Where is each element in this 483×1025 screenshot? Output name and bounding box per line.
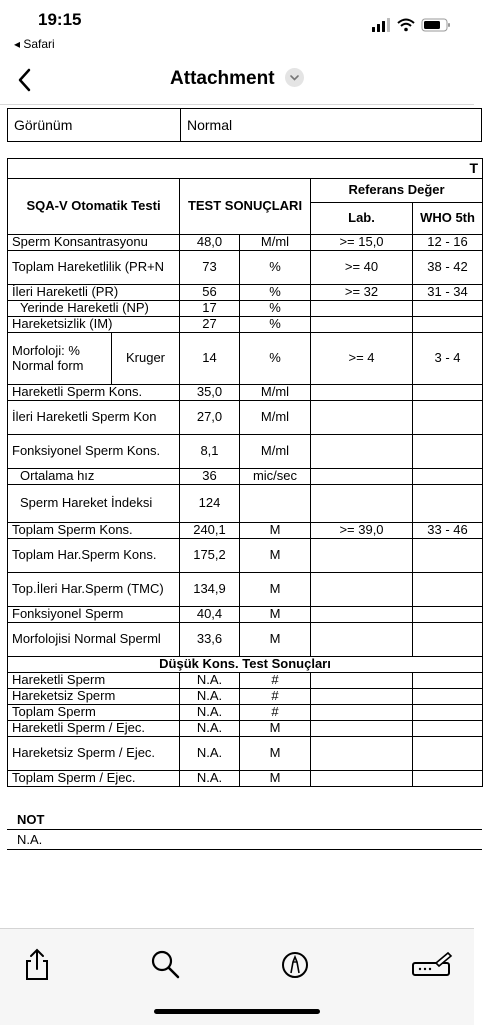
test-unit-cell [240, 485, 311, 523]
low-test-name-cell: Hareketsiz Sperm / Ejec. [8, 737, 180, 771]
test-unit-cell: M [240, 539, 311, 573]
reference-who-cell [413, 401, 483, 435]
table-row [8, 251, 483, 285]
document-view[interactable] [0, 104, 479, 928]
test-subname-cell: Kruger [112, 333, 180, 385]
reference-lab-cell [311, 607, 413, 623]
low-test-value-cell: N.A. [180, 721, 240, 737]
low-test-unit-cell: M [240, 737, 311, 771]
reference-who-cell [413, 317, 483, 333]
nav-title: Attachment [170, 68, 275, 89]
low-test-value-cell: N.A. [180, 705, 240, 721]
reference-lab-cell [311, 485, 413, 523]
test-name-cell: Toplam Hareketlilik (PR+N [8, 251, 180, 285]
gorunum-value: Normal [181, 109, 482, 142]
status-time: 19:15 [38, 10, 82, 29]
table-row [8, 689, 483, 705]
cellular-signal-icon [372, 18, 390, 32]
test-unit-cell: M/ml [240, 235, 311, 251]
empty-cell [413, 771, 483, 787]
reference-lab-cell: >= 15,0 [311, 235, 413, 251]
reference-who-cell: 31 - 34 [413, 285, 483, 301]
table-row [8, 705, 483, 721]
test-name-cell: Top.İleri Har.Sperm (TMC) [8, 573, 180, 607]
gorunum-label: Görünüm [8, 109, 181, 142]
reference-who-cell: 38 - 42 [413, 251, 483, 285]
test-unit-cell: M [240, 573, 311, 607]
reference-who-cell: 33 - 46 [413, 523, 483, 539]
reference-lab-cell [311, 401, 413, 435]
reference-lab-cell [311, 317, 413, 333]
table-row [8, 401, 483, 435]
table-row [8, 737, 483, 771]
test-name-cell: Toplam Sperm Kons. [8, 523, 180, 539]
header-lab: Lab. [311, 203, 413, 235]
table-row [8, 301, 483, 317]
test-value-cell: 73 [180, 251, 240, 285]
table-row [8, 317, 483, 333]
test-unit-cell: M [240, 623, 311, 657]
table-row [8, 385, 483, 401]
test-name-cell: İleri Hareketli Sperm Kon [8, 401, 180, 435]
reference-lab-cell: >= 32 [311, 285, 413, 301]
test-value-cell: 124 [180, 485, 240, 523]
empty-cell [413, 689, 483, 705]
table-row [8, 469, 483, 485]
test-name-cell: Sperm Hareket İndeksi [8, 485, 180, 523]
test-value-cell: 40,4 [180, 607, 240, 623]
test-name-cell: Morfolojisi Normal Sperml [8, 623, 180, 657]
reference-lab-cell [311, 435, 413, 469]
low-conc-header-row [8, 657, 483, 673]
table-row [8, 607, 483, 623]
signature-icon[interactable] [410, 947, 454, 983]
battery-icon [422, 19, 450, 31]
test-name-cell: Hareketli Sperm Kons. [8, 385, 180, 401]
empty-cell [413, 673, 483, 689]
test-name-cell: Yerinde Hareketli (NP) [8, 301, 180, 317]
table-row [8, 573, 483, 607]
note-section [7, 812, 482, 850]
reference-lab-cell [311, 623, 413, 657]
results-table [7, 158, 483, 787]
home-indicator [154, 1009, 320, 1014]
table-row [8, 485, 483, 523]
empty-cell [311, 721, 413, 737]
low-test-name-cell: Hareketli Sperm [8, 673, 180, 689]
test-value-cell: 36 [180, 469, 240, 485]
search-icon[interactable] [147, 947, 183, 983]
test-unit-cell: % [240, 251, 311, 285]
share-icon[interactable] [19, 947, 55, 983]
test-name-cell: Ortalama hız [8, 469, 180, 485]
test-name-cell: İleri Hareketli (PR) [8, 285, 180, 301]
table-row [8, 523, 483, 539]
table-row [8, 721, 483, 737]
test-name-cell: Toplam Har.Sperm Kons. [8, 539, 180, 573]
table-row [8, 623, 483, 657]
reference-who-cell [413, 301, 483, 317]
empty-cell [413, 705, 483, 721]
header-reference: Referans Değer [311, 179, 483, 203]
test-value-cell: 17 [180, 301, 240, 317]
low-test-value-cell: N.A. [180, 689, 240, 705]
test-value-cell: 175,2 [180, 539, 240, 573]
reference-who-cell [413, 539, 483, 573]
reference-lab-cell: >= 4 [311, 333, 413, 385]
empty-cell [311, 673, 413, 689]
reference-who-cell [413, 469, 483, 485]
table-row [8, 285, 483, 301]
test-unit-cell: M/ml [240, 435, 311, 469]
reference-lab-cell [311, 539, 413, 573]
test-value-cell: 35,0 [180, 385, 240, 401]
test-value-cell: 33,6 [180, 623, 240, 657]
header-who: WHO 5th [413, 203, 483, 235]
back-to-app-link[interactable]: ◂ Safari [14, 37, 55, 51]
reference-who-cell [413, 435, 483, 469]
wifi-icon [398, 20, 414, 32]
reference-who-cell [413, 385, 483, 401]
nav-title-area[interactable] [0, 68, 474, 90]
test-unit-cell: M [240, 607, 311, 623]
reference-who-cell: 12 - 16 [413, 235, 483, 251]
reference-who-cell [413, 623, 483, 657]
low-test-value-cell: N.A. [180, 771, 240, 787]
test-value-cell: 8,1 [180, 435, 240, 469]
note-label: NOT [17, 812, 45, 827]
reference-lab-cell [311, 301, 413, 317]
reference-who-cell [413, 485, 483, 523]
test-name-cell: Fonksiyonel Sperm [8, 607, 180, 623]
reference-lab-cell: >= 39,0 [311, 523, 413, 539]
reference-who-cell [413, 607, 483, 623]
test-name-cell: Hareketsizlik (IM) [8, 317, 180, 333]
note-value: N.A. [7, 829, 482, 850]
test-unit-cell: mic/sec [240, 469, 311, 485]
empty-cell [413, 737, 483, 771]
test-value-cell: 27,0 [180, 401, 240, 435]
empty-cell [413, 721, 483, 737]
test-value-cell: 56 [180, 285, 240, 301]
reference-lab-cell [311, 573, 413, 607]
low-test-unit-cell: M [240, 721, 311, 737]
test-unit-cell: % [240, 333, 311, 385]
empty-cell [311, 705, 413, 721]
low-test-unit-cell: # [240, 673, 311, 689]
test-value-cell: 27 [180, 317, 240, 333]
table-row [8, 539, 483, 573]
low-test-unit-cell: # [240, 689, 311, 705]
header-test-name: SQA-V Otomatik Testi [8, 179, 180, 235]
reference-who-cell: 3 - 4 [413, 333, 483, 385]
empty-cell [311, 689, 413, 705]
low-test-unit-cell: M [240, 771, 311, 787]
table-row [8, 235, 483, 251]
status-bar [0, 0, 474, 56]
test-value-cell: 240,1 [180, 523, 240, 539]
gorunum-table [7, 108, 482, 142]
test-value-cell: 134,9 [180, 573, 240, 607]
low-test-unit-cell: # [240, 705, 311, 721]
table-row [8, 771, 483, 787]
table-row [8, 435, 483, 469]
low-test-name-cell: Toplam Sperm [8, 705, 180, 721]
low-conc-header: Düşük Kons. Test Sonuçları [8, 657, 483, 673]
markup-icon[interactable] [277, 947, 313, 983]
test-unit-cell: M/ml [240, 401, 311, 435]
table-row [8, 673, 483, 689]
test-unit-cell: M [240, 523, 311, 539]
reference-lab-cell [311, 385, 413, 401]
table-row [8, 333, 483, 385]
low-test-name-cell: Hareketli Sperm / Ejec. [8, 721, 180, 737]
header-test-results: TEST SONUÇLARI [180, 179, 311, 235]
low-test-name-cell: Toplam Sperm / Ejec. [8, 771, 180, 787]
test-unit-cell: % [240, 317, 311, 333]
table-partial-title: T [8, 159, 483, 179]
chevron-down-icon[interactable] [285, 68, 304, 87]
test-name-cell: Sperm Konsantrasyonu [8, 235, 180, 251]
reference-who-cell [413, 573, 483, 607]
low-test-value-cell: N.A. [180, 673, 240, 689]
low-test-name-cell: Hareketsiz Sperm [8, 689, 180, 705]
test-unit-cell: % [240, 285, 311, 301]
navigation-bar [0, 56, 474, 105]
low-test-value-cell: N.A. [180, 737, 240, 771]
reference-lab-cell: >= 40 [311, 251, 413, 285]
test-unit-cell: M/ml [240, 385, 311, 401]
empty-cell [311, 737, 413, 771]
test-value-cell: 14 [180, 333, 240, 385]
test-value-cell: 48,0 [180, 235, 240, 251]
test-unit-cell: % [240, 301, 311, 317]
empty-cell [311, 771, 413, 787]
test-name-cell: Fonksiyonel Sperm Kons. [8, 435, 180, 469]
reference-lab-cell [311, 469, 413, 485]
test-name-cell: Morfoloji: % Normal form [8, 333, 112, 385]
status-icons [372, 18, 452, 32]
